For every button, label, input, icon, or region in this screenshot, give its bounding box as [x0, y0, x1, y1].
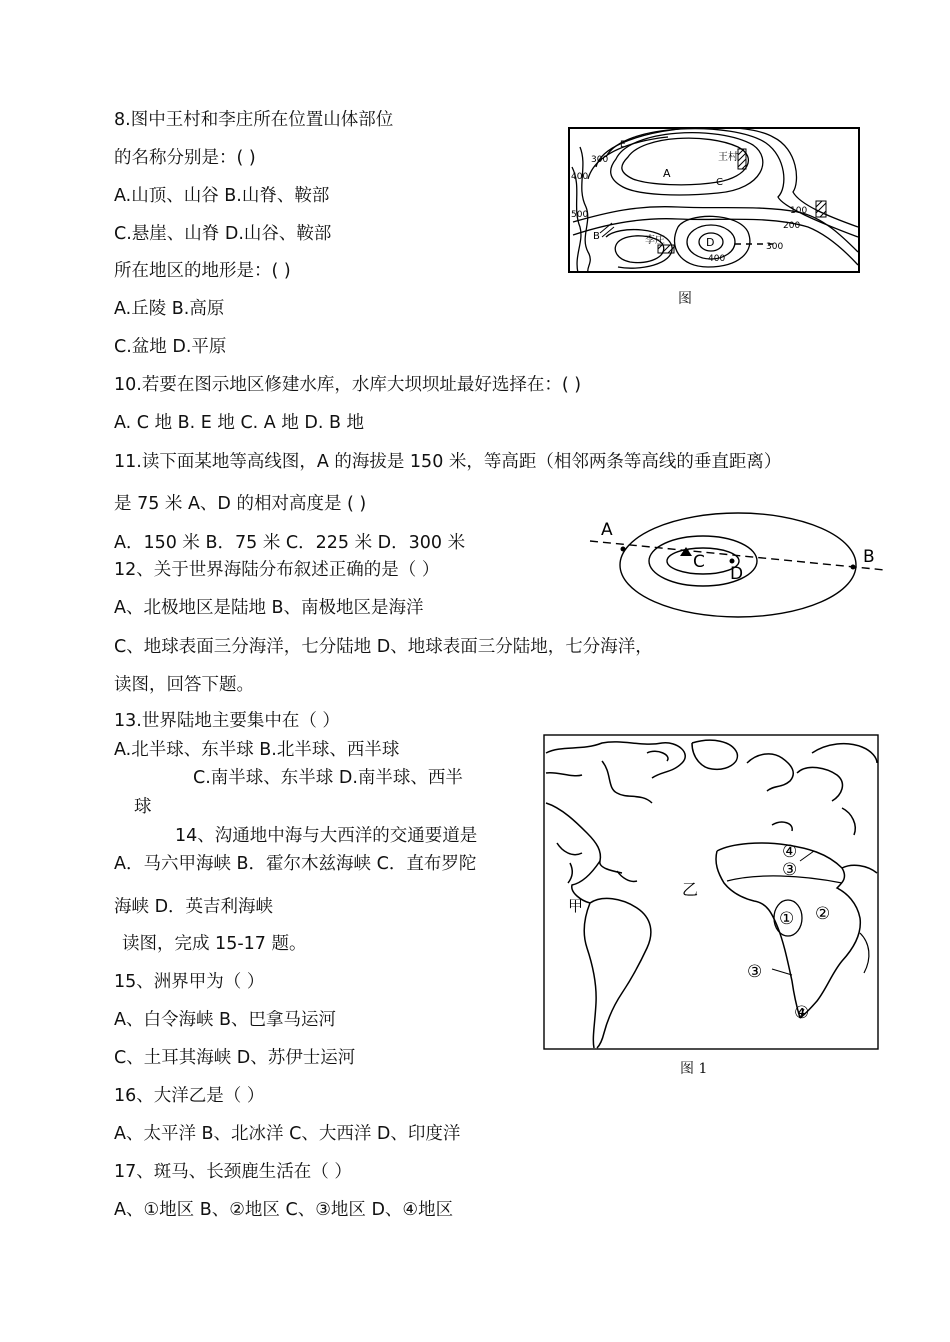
q9-options-cd: C.盆地 D.平原: [114, 337, 227, 357]
q12-options-cd: C、地球表面三分海洋，七分陆地 D、地球表面三分陆地，七分海洋，: [114, 637, 653, 657]
label-a: A: [663, 167, 671, 180]
ellipse-label-a: A: [601, 520, 613, 540]
map-label-2: ②: [815, 904, 831, 924]
read-prompt-1: 读图，回答下题。: [114, 675, 254, 695]
q9-options-ab: A.丘陵 B.高原: [114, 299, 225, 319]
label-100: 100: [790, 206, 808, 216]
map-label-4a: ④: [782, 842, 798, 862]
label-lizhuang: 李庄: [645, 235, 665, 246]
q14-stem: 14、沟通地中海与大西洋的交通要道是: [175, 826, 478, 846]
map-label-3b: ③: [747, 962, 763, 982]
world-map-caption: 图 1: [680, 1061, 708, 1077]
ellipse-contour-figure: [585, 505, 895, 623]
label-c: C: [716, 177, 723, 188]
label-300b: 300: [766, 242, 784, 252]
q14-options-line2: 海峡 D．英吉利海峡: [114, 897, 274, 917]
q8-stem-line1: 8.图中王村和李庄所在位置山体部位: [114, 110, 394, 130]
q14-options-line1: A．马六甲海峡 B．霍尔木兹海峡 C．直布罗陀: [114, 854, 477, 874]
q8-options-cd: C.悬崖、山脊 D.山谷、鞍部: [114, 224, 332, 244]
contour-figure-caption: 图: [678, 291, 692, 307]
q16-stem: 16、大洋乙是（ ）: [114, 1086, 265, 1106]
q10-stem: 10.若要在图示地区修建水库，水库大坝坝址最好选择在：( ): [114, 375, 582, 395]
map-label-yi: 乙: [682, 880, 699, 899]
label-b: B: [593, 231, 600, 242]
q13-options-wrap: 球: [134, 797, 152, 817]
q13-options-cd: C.南半球、东半球 D.南半球、西半: [193, 768, 463, 788]
ellipse-label-b: B: [863, 547, 875, 567]
q13-stem: 13.世界陆地主要集中在（ ）: [114, 711, 340, 731]
q10-options: A. C 地 B. E 地 C. A 地 D. B 地: [114, 413, 365, 433]
q15-options-cd: C、土耳其海峡 D、苏伊士运河: [114, 1048, 356, 1068]
q11-stem-line1: 11.读下面某地等高线图，A 的海拔是 150 米，等高距（相邻两条等高线的垂直距离）: [114, 452, 782, 472]
map-label-1: ①: [779, 909, 795, 929]
q11-stem-line2: 是 75 米 A、D 的相对高度是 ( ): [114, 494, 367, 514]
ellipse-label-d: D: [730, 564, 744, 584]
q8-stem-line2: 的名称分别是：( ): [114, 148, 256, 168]
map-label-4b: ④: [794, 1003, 810, 1023]
contour-map-figure: [568, 127, 860, 273]
label-d: D: [706, 236, 715, 249]
q16-options: A、太平洋 B、北冰洋 C、大西洋 D、印度洋: [114, 1124, 461, 1144]
ellipse-label-c: C: [693, 552, 705, 572]
q12-options-ab: A、北极地区是陆地 B、南极地区是海洋: [114, 598, 424, 618]
label-300a: 300: [591, 155, 609, 165]
label-500: 500: [571, 210, 589, 220]
q11-options: A．150 米 B．75 米 C．225 米 D．300 米: [114, 533, 466, 553]
q15-stem: 15、洲界甲为（ ）: [114, 972, 265, 992]
label-400a: 400: [571, 172, 589, 182]
q17-stem: 17、斑马、长颈鹿生活在（ ）: [114, 1162, 352, 1182]
label-200: 200: [783, 221, 801, 231]
q9-stem: 所在地区的地形是：( ): [114, 261, 291, 281]
q13-options-ab: A.北半球、东半球 B.北半球、西半球: [114, 740, 400, 760]
label-e: E: [620, 140, 626, 150]
world-map-figure: [542, 733, 880, 1055]
q15-options-ab: A、白令海峡 B、巴拿马运河: [114, 1010, 337, 1030]
q17-options: A、①地区 B、②地区 C、③地区 D、④地区: [114, 1200, 454, 1220]
q8-options-ab: A.山顶、山谷 B.山脊、鞍部: [114, 186, 330, 206]
label-wangcun: 王村: [718, 152, 738, 163]
label-400b: 400: [708, 254, 726, 264]
q12-stem: 12、关于世界海陆分布叙述正确的是（ ）: [114, 560, 440, 580]
read-prompt-2: 读图，完成 15-17 题。: [122, 934, 307, 954]
map-label-jia: 甲: [568, 897, 584, 915]
map-label-3a: ③: [782, 860, 798, 880]
